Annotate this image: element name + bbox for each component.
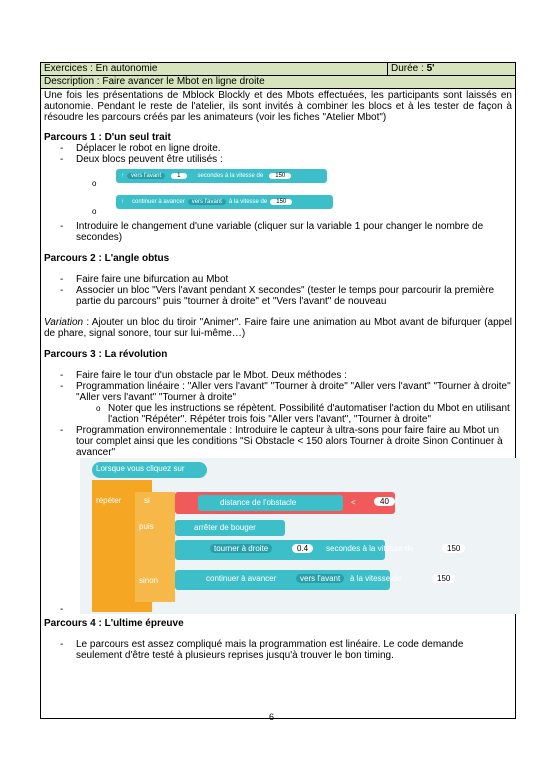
parcours-1-blocks: o o ↑ vers l'avant 1 secondes à la vitesse de 150 ↑ continuer à avancer vers l'avant à la vitesse de 150: [44, 165, 512, 221]
list-item: - Programmation linéaire : "Aller vers l'avant" "Tourner à droite" "Aller vers l'avant" "Tourner à droite" "Aller vers l'avant" "Tourner à droite": [44, 381, 512, 403]
turn-speed[interactable]: 150: [442, 544, 465, 553]
forward-seconds-block[interactable]: ↑ vers l'avant 1 secondes à la vitesse de 150: [116, 169, 327, 183]
forward-direction[interactable]: vers l'avant: [296, 574, 344, 583]
parcours-1-title: Parcours 1 : D'un seul trait: [44, 132, 171, 143]
threshold-value[interactable]: 40: [374, 497, 395, 506]
hat-block[interactable]: Lorsque vous cliquez sur: [96, 464, 185, 473]
turn-block[interactable]: tourner à droite: [210, 544, 272, 553]
operator: <: [351, 498, 356, 507]
header-row: [40, 62, 516, 76]
intro: Une fois les présentations de Mblock Blockly et des Mbots effectuées, les participants sont laissés en autonomie. Pendant le reste de l'atelier, ils sont invités à combiner les blocs et à les tester de façon à résoudre les parcours créés par les animateurs (voir les fiches "Atelier Mbot"): [44, 90, 512, 123]
list-item: - Associer un bloc "Vers l'avant pendant X secondes" (tester le temps pour parcourir la première partie du parcours" puis "tourner à droite" et "Vers l'avant" de nouveau: [44, 285, 512, 307]
exercise-title: Exercices : En autonomie: [41, 63, 388, 75]
page-number: 6: [268, 712, 274, 722]
duration: Durée : 5': [391, 63, 435, 74]
variation: Variation : Ajouter un bloc du tiroir "Animer". Faire faire une animation au Mbot avant de bifurquer (appel de phare, signal sonore, tour sur lui-même…): [44, 317, 512, 339]
program-background: [80, 458, 520, 614]
list-item: - Faire faire le tour d'un obstacle par le Mbot. Deux méthodes :: [44, 370, 512, 381]
forward-block[interactable]: continuer à avancer: [206, 574, 277, 583]
parcours-3-title: Parcours 3 : La révolution: [44, 349, 168, 360]
list-item: - Introduire le changement d'une variable (cliquer sur la variable 1 pour changer le nombre de secondes): [44, 221, 512, 243]
list-subitem: o Noter que les instructions se répètent. Possibilité d'automatiser l'action du Mbot en utilisant l'action "Répéter". Répéter trois fois "Aller vers l'avant", "Tourner à droite": [44, 403, 512, 425]
description: Description : Faire avancer le Mbot en ligne droite: [40, 76, 516, 89]
forward-text: à la vitesse de: [350, 574, 402, 583]
parcours-3-program: Lorsque vous cliquez sur répéter si puis sinon distance de l'obstacle < 40 arrêter de bouger tourner à droite 0.4 secondes à la vitesse de 150 continuer à avancer vers l'avant à la vitesse de 150 -: [44, 458, 512, 614]
parcours-4-title: Parcours 4 : L'ultime épreuve: [44, 618, 184, 629]
then-label: puis: [139, 522, 154, 531]
forward-speed[interactable]: 150: [432, 574, 455, 583]
list-item: - Faire faire une bifurcation au Mbot: [44, 274, 512, 285]
else-label: sinon: [139, 576, 159, 585]
exercise-sheet: [40, 62, 516, 719]
continue-forward-block[interactable]: ↑ continuer à avancer vers l'avant à la vitesse de 150: [116, 195, 333, 209]
parcours-2-title: Parcours 2 : L'angle obtus: [44, 253, 170, 264]
if-label: si: [144, 496, 150, 505]
list-item: - Deux blocs peuvent être utilisés :: [44, 154, 512, 165]
list-item: - Programmation environnementale : Introduire le capteur à ultra-sons pour faire faire au Mbot un tour complet ainsi que les conditions "Si Obstacle < 150 alors Tourner à droite Sinon Continuer à avancer": [44, 425, 512, 458]
list-item: - Le parcours est assez compliqué mais la programmation est linéaire. Le code demande seulement d'être testé à plusieurs reprises jusqu'à trouver le bon timing.: [44, 639, 512, 661]
sensor-block[interactable]: distance de l'obstacle: [220, 498, 297, 507]
turn-text: secondes à la vitesse de: [326, 544, 414, 553]
list-item: - Déplacer le robot en ligne droite.: [44, 143, 512, 154]
content-box: [40, 89, 516, 719]
repeat-label: répéter: [96, 496, 122, 505]
stop-block[interactable]: arrêter de bouger: [194, 523, 256, 532]
turn-time[interactable]: 0.4: [292, 544, 313, 553]
